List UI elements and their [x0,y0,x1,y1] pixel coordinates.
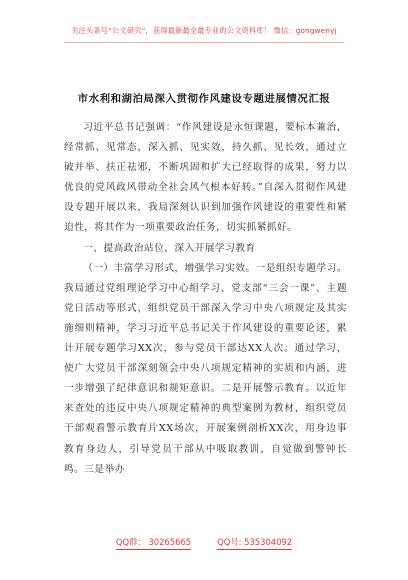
document-title: 市水利和湖泊局深入贯彻作风建设专题进展情况汇报 [77,93,331,105]
document-body [64,118,347,480]
footer-qq-number[interactable]: QQ号: 535304092 [217,536,292,550]
section-heading: 一、提高政治站位，深入开展学习教育 [83,242,256,254]
footer-qq-group[interactable]: QQ群： 30265665 [116,536,191,550]
header-divider [64,42,344,43]
section-paragraph: （一）丰富学习形式，增强学习实效。一是组织专题学习。我局通过党组理论学习中心组学习、党支部“三会一课”、主题党日活动等形式，组织党员干部深入学习中央八项规定及其实施细则精神，学习习近平总书记关于作风建设的重要论述，累计开展专题学习XX次，参与党员干部达XX人次。通过学习，使广大党员干部深刻领会中央八项规定精神的实质和内涵，进一步增强了纪律意识和规矩意识。二是开展警示教育。以近年来查处的违反中央八项规定精神的典型案例为教材，组织党员干部观看警示教育片XX场次，开展案例剖析XX次，用身边事教育身边人，引导党员干部从中吸取教训，自觉做到警钟长鸣。三是举办 [64,262,347,475]
header-promo-text: 关注头条号“公文研究”，获得最新最全最专业的公文资料库！ 微信：gongwenyj [71,26,337,35]
intro-paragraph: 习近平总书记强调：“作风建设是永恒课题，要标本兼治，经常抓、见常态，深入抓、见实效，持久抓、见长效，通过立破并举、扶正祛邪，不断巩固和扩大已经取得的成果，努力以优良的党风政风带动全社会风气根本好转。”自深入贯彻作风建设专题开展以来，我局深刻认识到加强作风建设的重要性和紧迫性，将其作为一项重要政治任务，切实抓紧抓好。 [64,122,347,234]
footer-contact [0,536,408,550]
